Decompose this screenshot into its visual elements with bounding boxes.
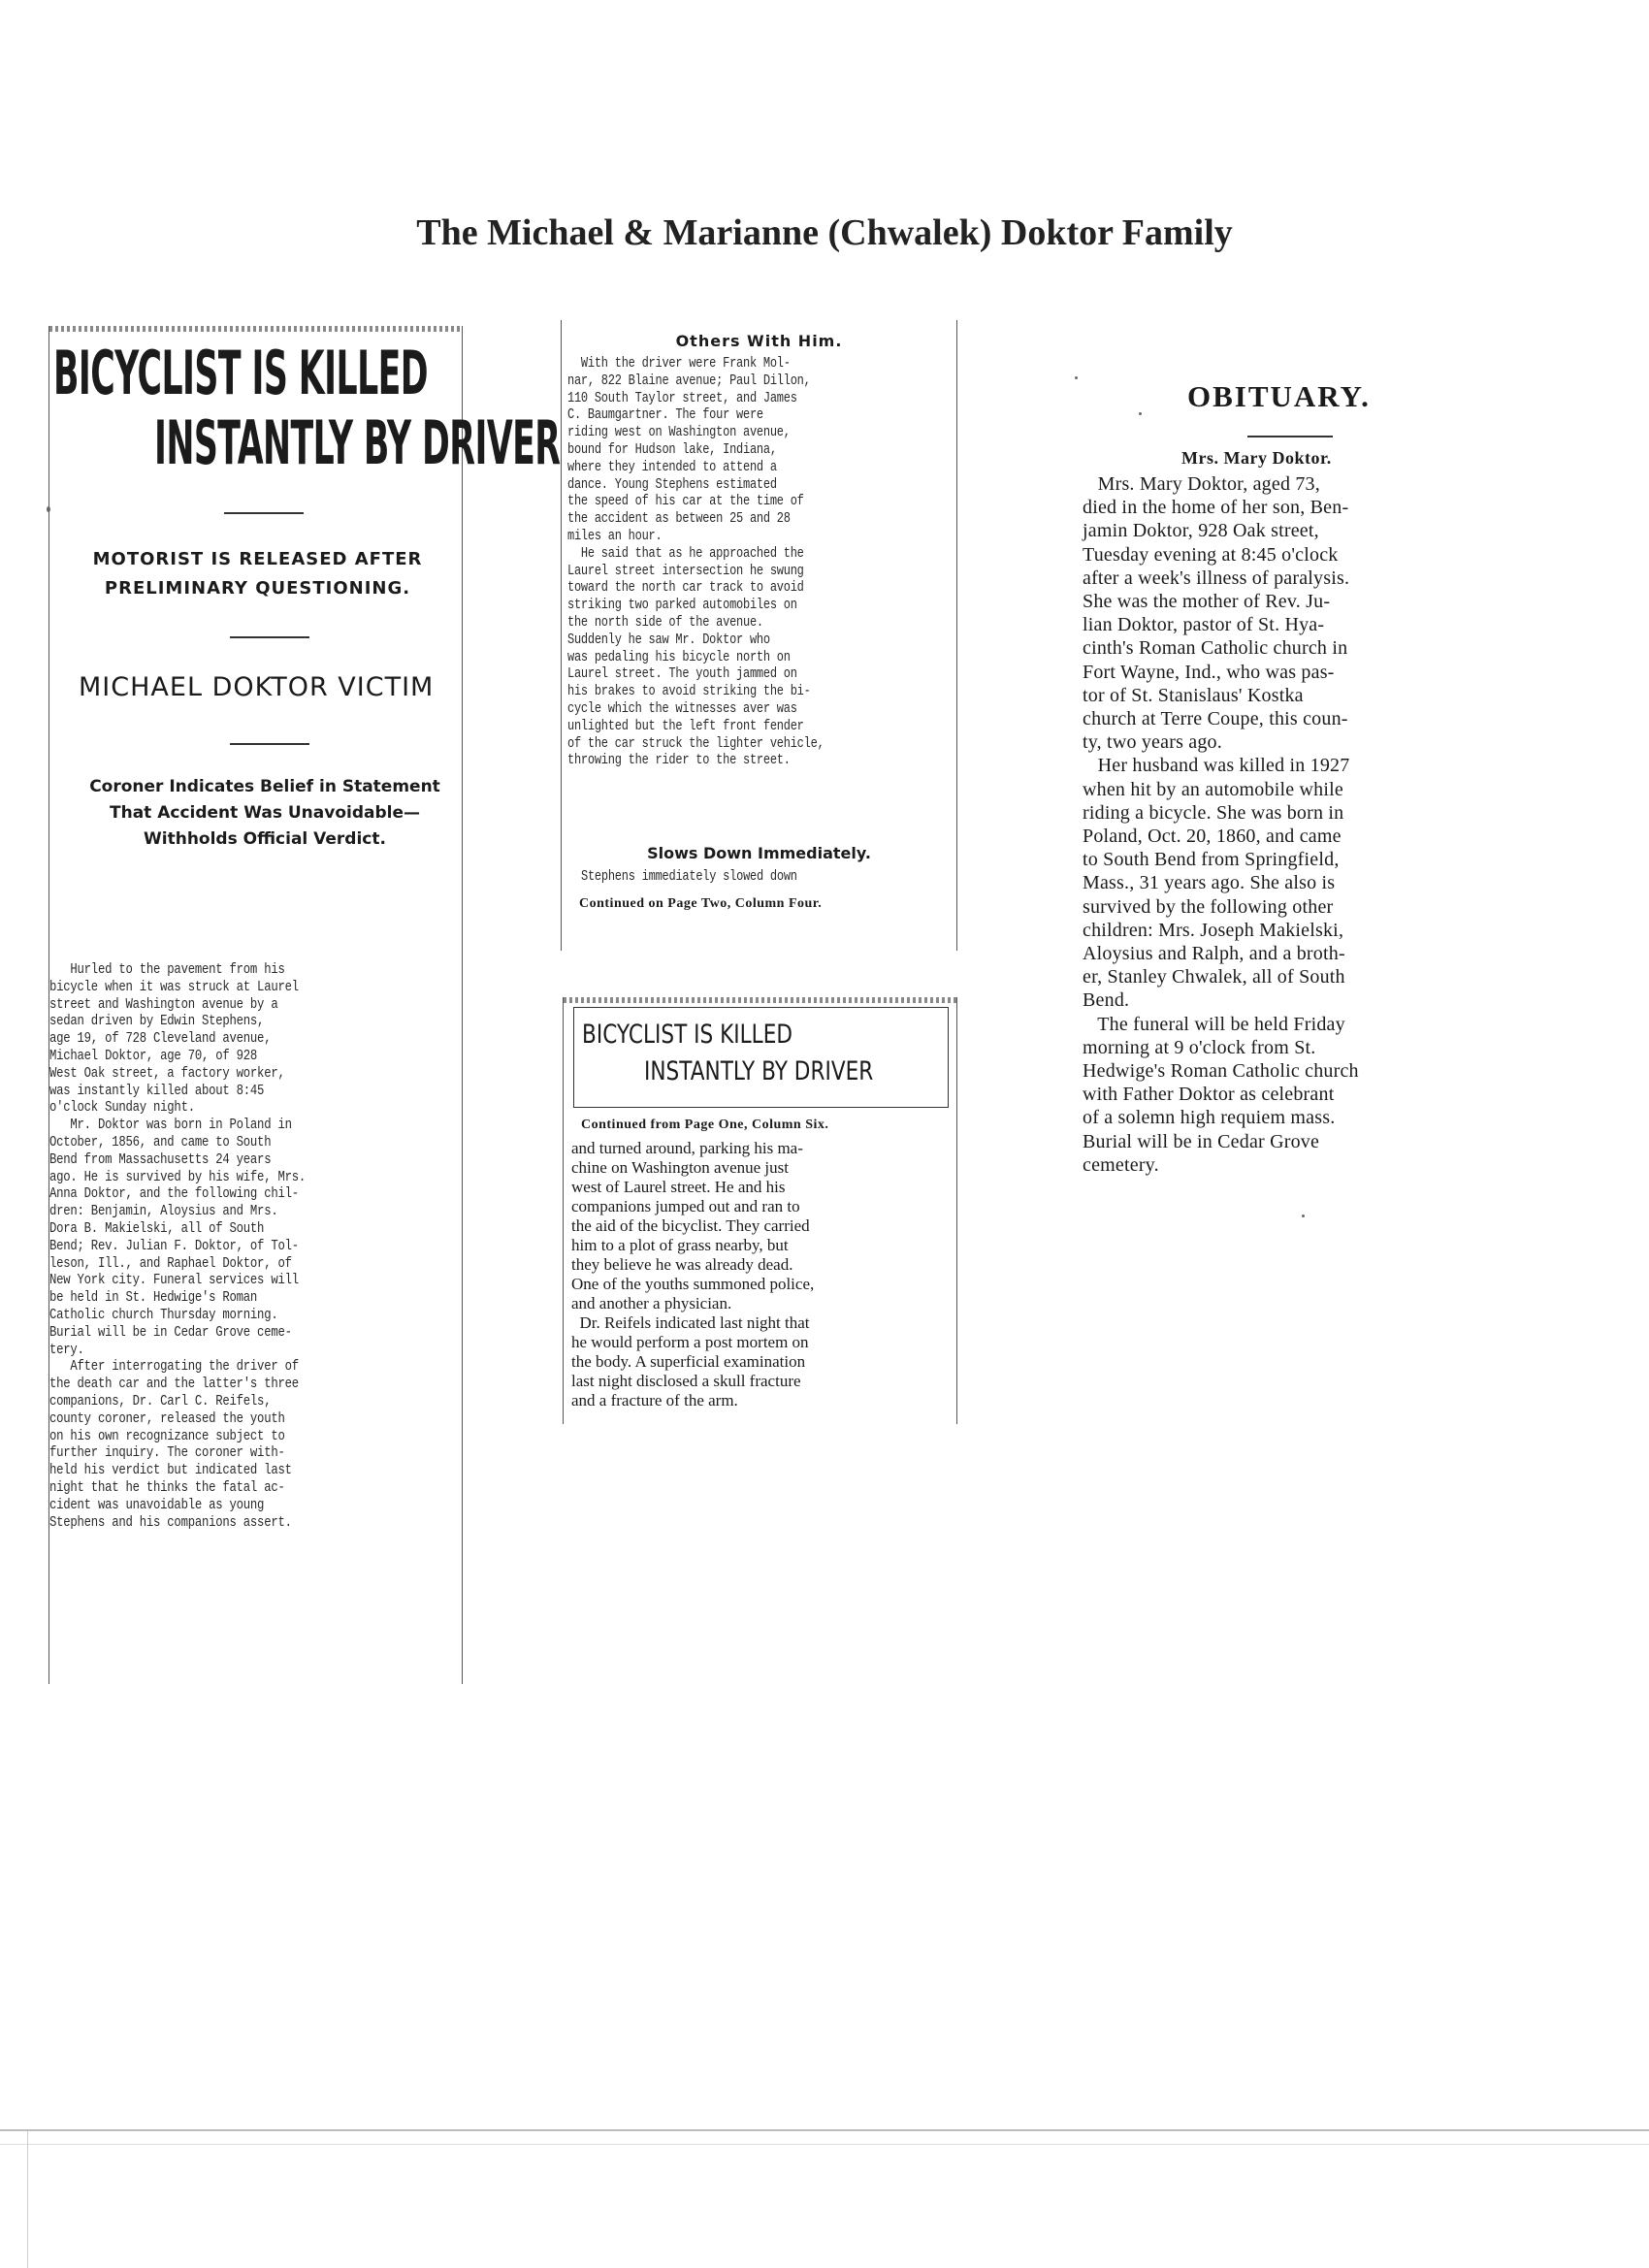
headline-line-2: INSTANTLY BY DRIVER	[154, 407, 561, 478]
scan-speck	[47, 506, 50, 512]
page-title: The Michael & Marianne (Chwalek) Doktor Family	[416, 212, 1233, 253]
deck: Coroner Indicates Belief in Statement That Accident Was Unavoidable—Withholds Official Verdict.	[89, 777, 440, 849]
divider	[224, 512, 304, 514]
clipping-obituary	[1067, 335, 1494, 1208]
scan-speck	[1075, 376, 1078, 379]
divider	[230, 743, 309, 745]
article-body: With the driver were Frank Mol- nar, 822 Blaine avenue; Paul Dillon, 110 South Taylor street, and James C. Baumgartner. The four were riding west on Washington avenue, bound for Hudson lake, Indiana, where they intended to attend a dance. Young Stephens estimated the speed of his car at the time of the accident as between 25 and 28 miles an hour. He said that as he approached the Laurel street intersection he swung toward the north car track to avoid striking two parked automobiles on the north side of the avenue. Suddenly he saw Mr. Doktor who was pedaling his bicycle north on Laurel street. The youth jammed on his brakes to avoid striking the bi- cycle which the witnesses aver was unlighted but the left front fender of the car struck the lighter vehicle, throwing the rider to the street.	[567, 355, 824, 769]
scan-edge-line	[0, 2144, 1649, 2145]
continued-note: Continued from Page One, Column Six.	[581, 1118, 829, 1132]
headline-box	[573, 1007, 949, 1108]
torn-edge	[564, 997, 956, 1003]
article-body: and turned around, parking his ma- chine on Washington avenue just west of Laurel street. He and his companions jumped out and ran to the aid of the bicyclist. They carried him to a plot of grass nearby, but they believe he was already dead. One of the youths summoned police, and another a physician. Dr. Reifels indicated last night that he would perform a post mortem on the body. A superficial examination last night disclosed a skull fracture and a fracture of the arm.	[571, 1139, 815, 1409]
divider	[1247, 436, 1333, 437]
secondary-headline: MICHAEL DOKTOR VICTIM	[79, 672, 435, 702]
obituary-body: Mrs. Mary Doktor, aged 73, died in the home of her son, Ben- jamin Doktor, 928 Oak street, Tuesday evening at 8:45 o'clock after a week's illness of paralysis. She was the mother of Rev. Ju- lian Doktor, pastor of St. Hya- cinth's Roman Catholic church in Fort Wayne, Ind., who was pas- tor of St. Stanislaus' Kostka church at Terre Coupe, this coun- ty, two years ago. Her husband was killed in 1927 when hit by an automobile while riding a bicycle. She was born in Poland, Oct. 20, 1860, and came to South Bend from Springfield, Mass., 31 years ago. She also is survived by the following other children: Mrs. Joseph Makielski, Aloysius and Ralph, and a broth- er, Stanley Chwalek, all of South Bend. The funeral will be held Friday morning at 9 o'clock from St. Hedwige's Roman Catholic church with Father Doktor as celebrant of a solemn high requiem mass. Burial will be in Cedar Grove cemetery.	[1083, 473, 1359, 1176]
scan-edge-line	[0, 2129, 1649, 2131]
subheadline: Slows Down Immediately.	[647, 844, 871, 862]
subheadline: MOTORIST IS RELEASED AFTER PRELIMINARY QUESTIONING.	[92, 549, 423, 599]
headline-line-2: INSTANTLY BY DRIVER	[644, 1056, 874, 1086]
headline-line-1: BICYCLIST IS KILLED	[53, 338, 429, 408]
article-body: Hurled to the pavement from his bicycle when it was struck at Laurel street and Washington avenue by a sedan driven by Edwin Stephens, age 19, of 728 Cleveland avenue, Michael Doktor, age 70, of 928 West Oak street, a factory worker, was instantly killed about 8:45 o'clock Sunday night. Mr. Doktor was born in Poland in October, 1856, and came to South Bend from Massachusetts 24 years ago. He is survived by his wife, Mrs. Anna Doktor, and the following chil- dren: Benjamin, Aloysius and Mrs. Dora B. Makielski, all of South Bend; Rev. Julian F. Doktor, of Tol- leson, Ill., and Raphael Doktor, of New York city. Funeral services will be held in St. Hedwige's Roman Catholic church Thursday morning. Burial will be in Cedar Grove ceme- tery. After interrogating the driver of the death car and the latter's three companions, Dr. Carl C. Reifels, county coroner, released the youth on his own recognizance subject to further inquiry. The coroner with- held his verdict but indicated last night that he thinks the fatal ac- cident was unavoidable as young Stephens and his companions assert.	[49, 961, 307, 1531]
clipping-bicyclist-killed-front-page	[48, 326, 561, 1684]
headline-line-1: BICYCLIST IS KILLED	[582, 1020, 792, 1050]
obituary-subheadline: Mrs. Mary Doktor.	[1181, 448, 1332, 468]
subheadline: Others With Him.	[675, 332, 843, 350]
article-body-continued: Stephens immediately slowed down	[581, 868, 797, 885]
divider	[230, 636, 309, 638]
scan-speck	[1302, 1215, 1305, 1217]
torn-edge	[49, 326, 462, 332]
clipping-bicyclist-killed-continued	[563, 997, 957, 1424]
clipping-others-with-him	[561, 320, 957, 951]
scan-speck	[1139, 412, 1142, 415]
continued-note: Continued on Page Two, Column Four.	[579, 896, 823, 911]
scan-edge-line	[27, 2131, 28, 2268]
obituary-headline: OBITUARY.	[1187, 379, 1371, 413]
